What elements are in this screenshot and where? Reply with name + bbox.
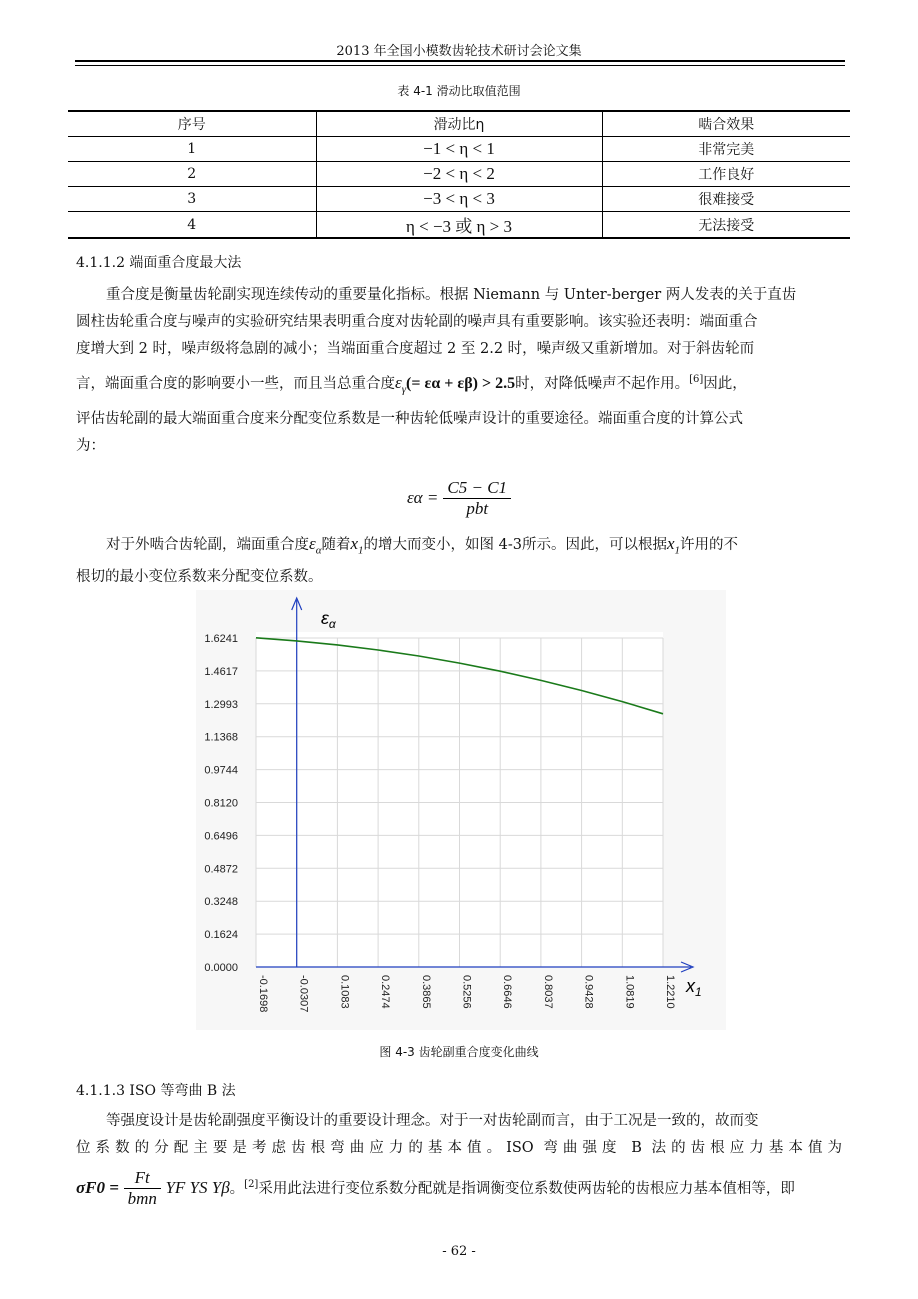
x1-symbol: $x_1$ [667,534,681,557]
x1-symbol: $x_1$ [350,534,364,557]
table-row [68,137,850,162]
text-line: 位系数的分配主要是考虑齿根弯曲应力的基本值。ISO 弯曲强度 B 法的齿根应力基本值为 [76,1140,842,1156]
text-line: 度增大到 2 时，噪声级将急剧的减小；当端面重合度超过 2 至 2.2 时，噪声级又重新增加。对于斜齿轮而 [76,341,755,357]
page-number: - 62 - [442,1244,476,1259]
table-row [68,187,850,212]
x-tick-label: 0.5256 [460,975,473,1009]
table-caption: 表 4-1 滑动比取值范围 [397,84,521,98]
sigma-formula-lhs: σF0 = [76,1177,119,1197]
text-line: 等强度设计是齿轮副强度平衡设计的重要设计理念。对于一对齿轮副而言，由于工况是一致的，故而变 [106,1113,759,1129]
y-tick-label: 1.2993 [204,698,238,711]
row-no: 1 [187,141,197,157]
row-no: 2 [187,166,197,182]
text-line: 根切的最小变位系数来分配变位系数。 [76,569,323,586]
x-tick-label: -0.0307 [297,975,310,1013]
contact-ratio-chart [196,590,726,1030]
x-tick-label: 0.3865 [419,975,432,1009]
y-tick-label: 0.9744 [204,764,238,777]
x-tick-label: 0.8037 [541,975,554,1009]
row-range: −1 < η < 1 [316,137,602,162]
row-effect: 工作良好 [602,162,850,187]
epsilon-alpha-symbol: $\varepsilon_\alpha$ [309,534,322,557]
stress-factors: YF YS Yβ [165,1177,230,1197]
y-axis-label: $\varepsilon_\alpha$ [321,608,336,631]
x-tick-label: 0.6646 [501,975,514,1009]
x-tick-label: 0.9428 [582,975,595,1009]
contact-ratio-formula [0,478,918,519]
table-row [68,212,850,239]
row-no: 3 [187,191,197,207]
text-line [76,530,842,564]
row-effect: 无法接受 [602,212,850,239]
x-tick-label: 1.0819 [623,975,636,1009]
formula-denominator: pbt [466,499,489,518]
text-span: 许用的不 [680,537,739,553]
section-heading: 4.1.1.3 ISO 等弯曲 B 法 [76,1083,236,1099]
text-span: 时，对降低噪声不起作用。 [515,375,690,392]
row-effect: 非常完美 [602,137,850,162]
inline-math-total-ratio: (= εα + εβ) > 2.5 [406,374,516,392]
paragraph-contact-ratio [76,282,842,460]
epsilon-gamma-symbol: $\varepsilon_\gamma$ [395,372,407,396]
y-tick-label: 0.1624 [204,929,238,942]
text-line [76,363,842,406]
text-line [76,1162,842,1212]
column-header-effect: 啮合效果 [602,111,850,137]
table-row [68,162,850,187]
stress-formula-fraction [124,1168,161,1209]
x-tick-label: 0.2474 [379,975,392,1009]
y-tick-label: 0.4872 [204,863,238,876]
paragraph-figure-ref [76,530,842,591]
text-span: 随着 [321,537,351,553]
y-tick-label: 1.4617 [204,665,238,678]
formula-lhs: εα = [406,488,439,507]
header-rule [75,60,845,62]
section-heading: 4.1.1.2 端面重合度最大法 [76,255,242,271]
stress-denominator: bmn [127,1189,157,1209]
row-range: η < −3 或 η > 3 [316,212,602,239]
text-line: 评估齿轮副的最大端面重合度来分配变位系数是一种齿轮低噪声设计的重要途径。端面重合度的计算公式 [76,411,743,428]
y-tick-label: 0.6496 [204,830,238,843]
row-range: −3 < η < 3 [316,187,602,212]
y-tick-label: 1.6241 [204,633,238,645]
formula-numerator: C5 − C1 [443,478,511,499]
x-tick-label: -0.1698 [257,975,269,1013]
x-tick-label: 1.2210 [664,975,676,1009]
text-line: 重合度是衡量齿轮副实现连续传动的重要量化指标。根据 Niemann 与 Unter-berger 两人发表的关于直齿 [106,287,797,303]
text-span: 对于外啮合齿轮副，端面重合度 [106,537,309,553]
text-span: 采用此法进行变位系数分配就是指调衡变位系数使两齿轮的齿根应力基本值相等，即 [258,1180,795,1197]
stress-numerator: Ft [124,1168,161,1189]
x-tick-label: 0.1083 [338,975,351,1009]
figure-caption: 图 4-3 齿轮副重合度变化曲线 [379,1045,539,1059]
column-header-ratio: 滑动比η [316,111,602,137]
paragraph-iso-method [76,1108,842,1212]
sliding-ratio-table [68,110,850,239]
y-tick-label: 0.3248 [204,896,238,909]
y-tick-label: 0.0000 [204,962,238,974]
text-line: 为： [76,438,105,455]
row-effect: 很难接受 [602,187,850,212]
x-axis-label: $x_1$ [686,976,702,999]
text-span: 因此， [703,375,747,392]
header-rule-thin [75,65,845,66]
text-line: 圆柱齿轮重合度与噪声的实验研究结果表明重合度对齿轮副的噪声具有重要影响。该实验还表明：端面重合 [76,314,758,330]
text-span: 的增大而变小，如图 4-3所示。因此，可以根据 [363,537,667,553]
text-span: 言，端面重合度的影响要小一些，而且当总重合度 [76,375,395,392]
y-tick-label: 1.1368 [204,731,238,744]
table-header-row [68,111,850,137]
row-no: 4 [187,216,197,233]
row-range: −2 < η < 2 [316,162,602,187]
column-header-no: 序号 [177,117,206,133]
citation-ref: [2] [244,1179,259,1190]
formula-fraction [443,478,511,519]
y-tick-label: 0.8120 [204,797,238,810]
running-header: 2013 年全国小模数齿轮技术研讨会论文集 [336,44,582,59]
text-span: 。 [229,1180,245,1197]
citation-ref: [6] [689,374,704,385]
